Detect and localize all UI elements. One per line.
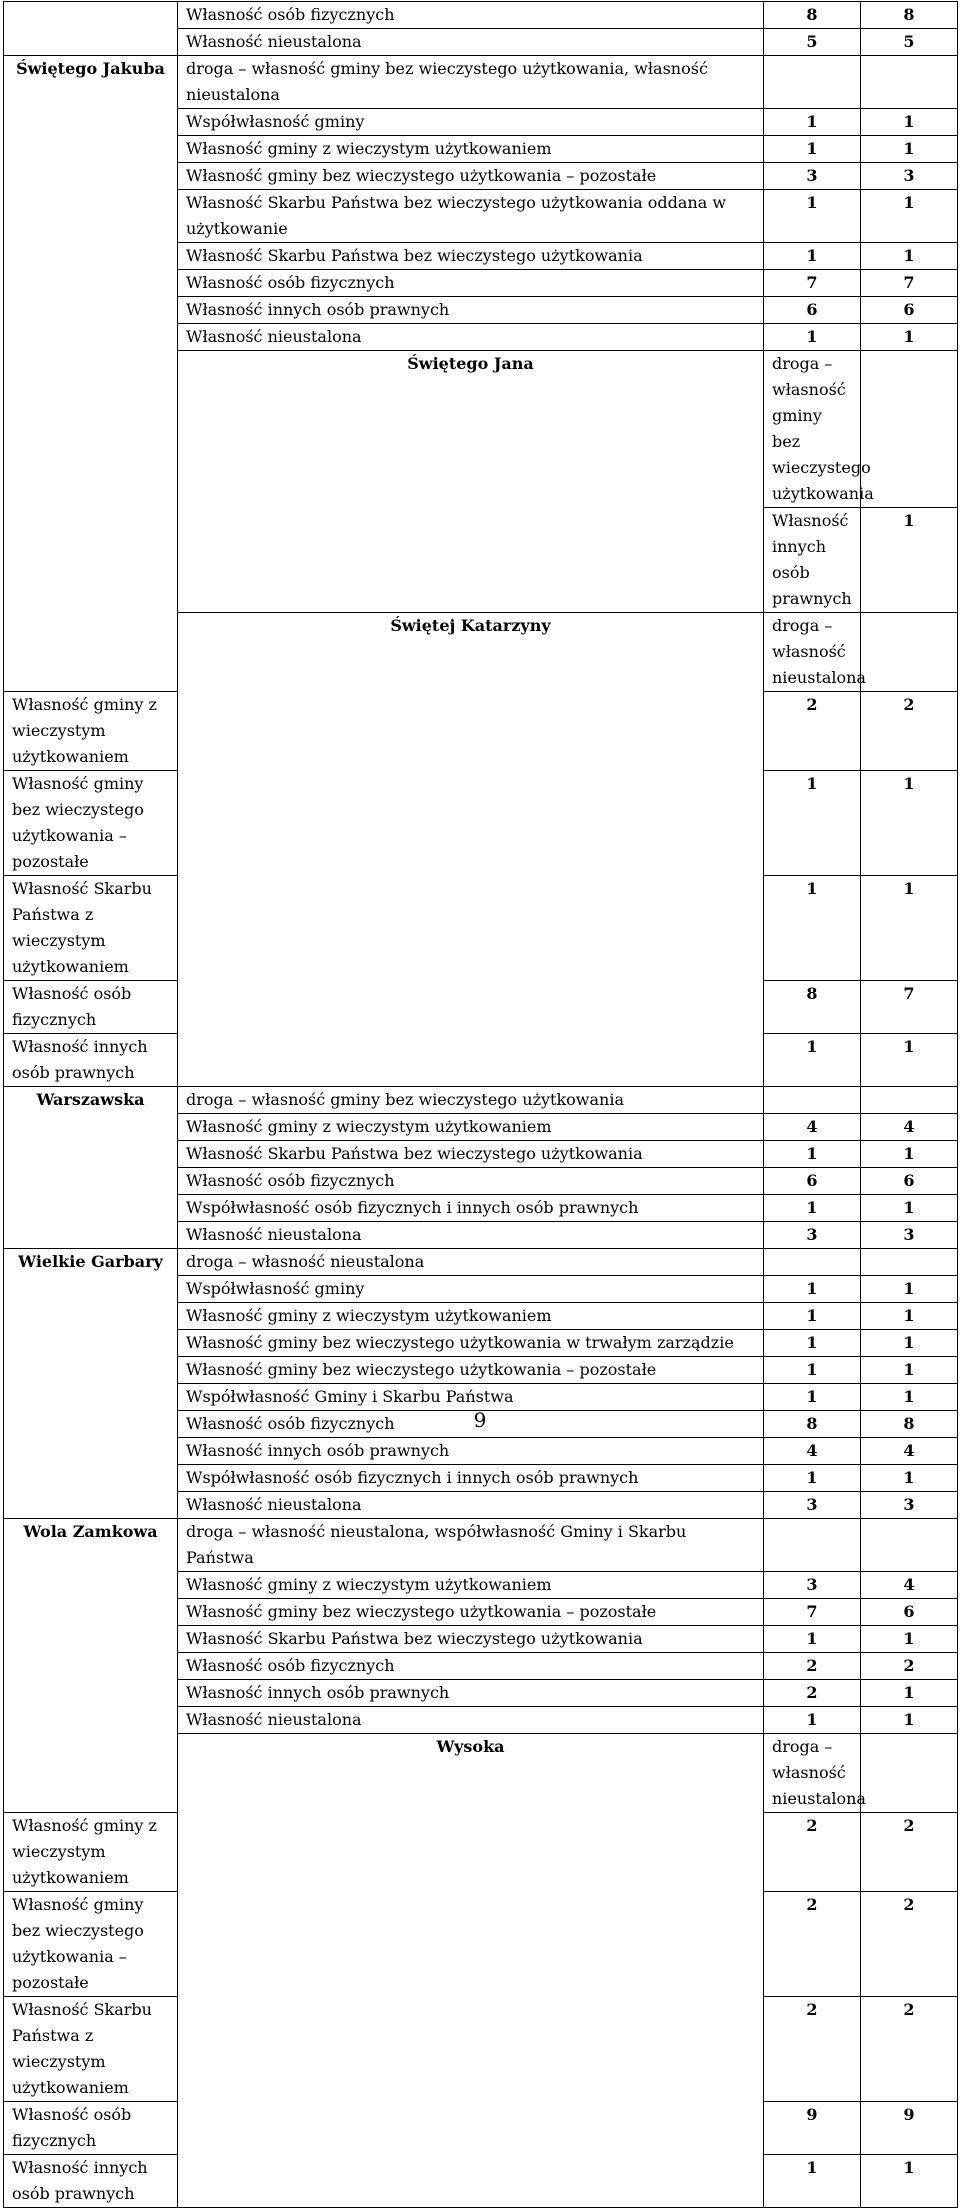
count-col-1: 2 — [764, 1680, 861, 1707]
count-col-1: 8 — [764, 981, 861, 1034]
ownership-description: Własność osób fizycznych — [178, 2, 764, 29]
count-col-1: 1 — [764, 1276, 861, 1303]
ownership-description: Własność gminy z wieczystym użytkowaniem — [178, 1572, 764, 1599]
ownership-description: Własność Skarbu Państwa bez wieczystego użytkowania oddana w użytkowanie — [178, 190, 764, 243]
street-name: Świętego Jakuba — [4, 56, 178, 692]
count-col-2: 2 — [861, 1892, 958, 1997]
ownership-description: Własność osób fizycznych — [178, 270, 764, 297]
count-col-2: 2 — [861, 1653, 958, 1680]
ownership-description: Własność osób fizycznych — [178, 1411, 764, 1438]
count-col-1: 3 — [764, 1492, 861, 1519]
count-col-1: 1 — [764, 1303, 861, 1330]
count-col-2: 1 — [861, 1384, 958, 1411]
count-col-2: 4 — [861, 1572, 958, 1599]
page-number: 9 — [473, 1408, 487, 1432]
count-col-1: 8 — [764, 2, 861, 29]
count-col-2: 1 — [861, 1357, 958, 1384]
ownership-description: Własność nieustalona — [178, 1707, 764, 1734]
count-col-1: 1 — [764, 243, 861, 270]
ownership-description: Własność gminy bez wieczystego użytkowania – pozostałe — [4, 771, 178, 876]
ownership-description: Współwłasność osób fizycznych i innych osób prawnych — [178, 1465, 764, 1492]
ownership-description: Własność gminy z wieczystym użytkowaniem — [178, 136, 764, 163]
count-col-1: 1 — [764, 109, 861, 136]
street-name: Warszawska — [4, 1087, 178, 1249]
street-name: Świętego Jana — [178, 351, 764, 613]
count-col-2 — [861, 56, 958, 109]
ownership-description: droga – własność nieustalona — [178, 1249, 764, 1276]
ownership-description: Własność innych osób prawnych — [178, 297, 764, 324]
count-col-2: 1 — [861, 109, 958, 136]
count-col-2: 6 — [861, 1599, 958, 1626]
count-col-2: 1 — [861, 324, 958, 351]
count-col-2: 1 — [861, 1707, 958, 1734]
street-name: Wielkie Garbary — [4, 1249, 178, 1519]
count-col-2: 1 — [861, 1626, 958, 1653]
ownership-description: Własność gminy z wieczystym użytkowaniem — [178, 1114, 764, 1141]
count-col-2: 1 — [861, 1465, 958, 1492]
ownership-description: Współwłasność gminy — [178, 1276, 764, 1303]
count-col-2: 4 — [861, 1114, 958, 1141]
ownership-description: Własność innych osób prawnych — [178, 1438, 764, 1465]
count-col-1: 1 — [861, 508, 958, 613]
count-col-1 — [861, 613, 958, 692]
count-col-1: 2 — [764, 1892, 861, 1997]
count-col-1: 9 — [764, 2102, 861, 2155]
ownership-table — [3, 1, 958, 2208]
count-col-2: 4 — [861, 1438, 958, 1465]
ownership-description: Własność gminy bez wieczystego użytkowania – pozostałe — [178, 163, 764, 190]
count-col-1 — [764, 1087, 861, 1114]
count-col-2: 1 — [861, 771, 958, 876]
count-col-1: 3 — [764, 163, 861, 190]
ownership-description: Własność osób fizycznych — [4, 981, 178, 1034]
count-col-2 — [861, 1087, 958, 1114]
count-col-2 — [861, 1519, 958, 1572]
count-col-1: 1 — [764, 1195, 861, 1222]
ownership-description: Własność gminy z wieczystym użytkowaniem — [4, 692, 178, 771]
count-col-1: 7 — [764, 1599, 861, 1626]
count-col-1: 1 — [764, 1330, 861, 1357]
count-col-2: 3 — [861, 1492, 958, 1519]
table-row — [4, 1519, 958, 1572]
count-col-1: 3 — [764, 1572, 861, 1599]
count-col-1: 1 — [764, 1357, 861, 1384]
ownership-description: droga – własność nieustalona, współwłasność Gminy i Skarbu Państwa — [178, 1519, 764, 1572]
ownership-description: Własność innych osób prawnych — [178, 1680, 764, 1707]
count-col-2: 1 — [861, 1276, 958, 1303]
ownership-description: Własność Skarbu Państwa z wieczystym użytkowaniem — [4, 876, 178, 981]
count-col-1: 1 — [764, 1465, 861, 1492]
count-col-2: 1 — [861, 190, 958, 243]
count-col-2: 1 — [861, 876, 958, 981]
count-col-2: 1 — [861, 136, 958, 163]
count-col-1: 1 — [764, 1626, 861, 1653]
count-col-2: 1 — [861, 1195, 958, 1222]
count-col-1: 3 — [764, 1222, 861, 1249]
count-col-2: 1 — [861, 1303, 958, 1330]
count-col-1 — [764, 1249, 861, 1276]
count-col-1: 2 — [764, 1653, 861, 1680]
count-col-1: 1 — [764, 771, 861, 876]
count-col-1 — [764, 56, 861, 109]
ownership-description: Własność gminy bez wieczystego użytkowania – pozostałe — [178, 1599, 764, 1626]
count-col-1 — [764, 1519, 861, 1572]
count-col-1: 5 — [764, 29, 861, 56]
ownership-description: Własność nieustalona — [178, 1492, 764, 1519]
count-col-2: 8 — [861, 1411, 958, 1438]
ownership-description: Współwłasność Gminy i Skarbu Państwa — [178, 1384, 764, 1411]
count-col-2: 2 — [861, 1813, 958, 1892]
street-name-cell — [4, 2, 178, 56]
count-col-1: 1 — [764, 190, 861, 243]
count-col-1: 2 — [764, 1813, 861, 1892]
street-name: Wola Zamkowa — [4, 1519, 178, 1813]
count-col-2: 1 — [861, 1680, 958, 1707]
ownership-description: droga – własność nieustalona — [764, 1734, 861, 1813]
count-col-2: 3 — [861, 163, 958, 190]
ownership-description: Własność innych osób prawnych — [764, 508, 861, 613]
count-col-2: 9 — [861, 2102, 958, 2155]
count-col-2: 8 — [861, 2, 958, 29]
count-col-2: 7 — [861, 270, 958, 297]
count-col-1: 1 — [764, 1707, 861, 1734]
table-row — [4, 56, 958, 109]
ownership-description: Własność Skarbu Państwa bez wieczystego użytkowania — [178, 1141, 764, 1168]
count-col-2: 1 — [861, 1141, 958, 1168]
ownership-table-body — [4, 2, 958, 2208]
ownership-description: droga – własność gminy bez wieczystego użytkowania — [178, 1087, 764, 1114]
count-col-1: 1 — [764, 1384, 861, 1411]
ownership-description: Własność gminy z wieczystym użytkowaniem — [178, 1303, 764, 1330]
table-row — [4, 1087, 958, 1114]
ownership-description: Własność Skarbu Państwa z wieczystym użytkowaniem — [4, 1997, 178, 2102]
ownership-description: Własność nieustalona — [178, 324, 764, 351]
count-col-1: 2 — [764, 1997, 861, 2102]
count-col-1: 6 — [764, 1168, 861, 1195]
count-col-2: 5 — [861, 29, 958, 56]
count-col-1: 8 — [764, 1411, 861, 1438]
count-col-1 — [861, 1734, 958, 1813]
count-col-1: 2 — [764, 692, 861, 771]
count-col-2: 6 — [861, 1168, 958, 1195]
count-col-2: 3 — [861, 1222, 958, 1249]
ownership-description: Własność Skarbu Państwa bez wieczystego użytkowania — [178, 243, 764, 270]
count-col-2 — [861, 1249, 958, 1276]
ownership-description: Własność gminy bez wieczystego użytkowania – pozostałe — [178, 1357, 764, 1384]
count-col-1 — [861, 351, 958, 508]
ownership-description: Własność nieustalona — [178, 29, 764, 56]
count-col-2: 6 — [861, 297, 958, 324]
count-col-1: 4 — [764, 1114, 861, 1141]
count-col-1: 1 — [764, 324, 861, 351]
ownership-description: Własność osób fizycznych — [178, 1168, 764, 1195]
count-col-2: 1 — [861, 1034, 958, 1087]
ownership-description: Własność gminy bez wieczystego użytkowania w trwałym zarządzie — [178, 1330, 764, 1357]
street-name: Wysoka — [178, 1734, 764, 2208]
ownership-description: Własność osób fizycznych — [4, 2102, 178, 2155]
table-row — [4, 2, 958, 29]
count-col-2: 7 — [861, 981, 958, 1034]
count-col-1: 6 — [764, 297, 861, 324]
count-col-1: 1 — [764, 2155, 861, 2208]
ownership-description: droga – własność gminy bez wieczystego użytkowania — [764, 351, 861, 508]
count-col-2: 1 — [861, 243, 958, 270]
ownership-description: Własność nieustalona — [178, 1222, 764, 1249]
ownership-description: Współwłasność gminy — [178, 109, 764, 136]
ownership-description: droga – własność gminy bez wieczystego użytkowania, własność nieustalona — [178, 56, 764, 109]
street-name: Świętej Katarzyny — [178, 613, 764, 1087]
ownership-description: Własność innych osób prawnych — [4, 2155, 178, 2208]
count-col-1: 7 — [764, 270, 861, 297]
count-col-1: 4 — [764, 1438, 861, 1465]
count-col-2: 1 — [861, 2155, 958, 2208]
count-col-1: 1 — [764, 1034, 861, 1087]
ownership-description: Własność Skarbu Państwa bez wieczystego użytkowania — [178, 1626, 764, 1653]
ownership-description: Własność gminy bez wieczystego użytkowania – pozostałe — [4, 1892, 178, 1997]
table-row — [4, 1249, 958, 1276]
ownership-description: Własność innych osób prawnych — [4, 1034, 178, 1087]
ownership-description: Własność gminy z wieczystym użytkowaniem — [4, 1813, 178, 1892]
count-col-1: 1 — [764, 1141, 861, 1168]
count-col-1: 1 — [764, 876, 861, 981]
ownership-description: Współwłasność osób fizycznych i innych osób prawnych — [178, 1195, 764, 1222]
count-col-2: 2 — [861, 692, 958, 771]
count-col-2: 1 — [861, 1330, 958, 1357]
count-col-1: 1 — [764, 136, 861, 163]
count-col-2: 2 — [861, 1997, 958, 2102]
ownership-description: droga – własność nieustalona — [764, 613, 861, 692]
ownership-description: Własność osób fizycznych — [178, 1653, 764, 1680]
